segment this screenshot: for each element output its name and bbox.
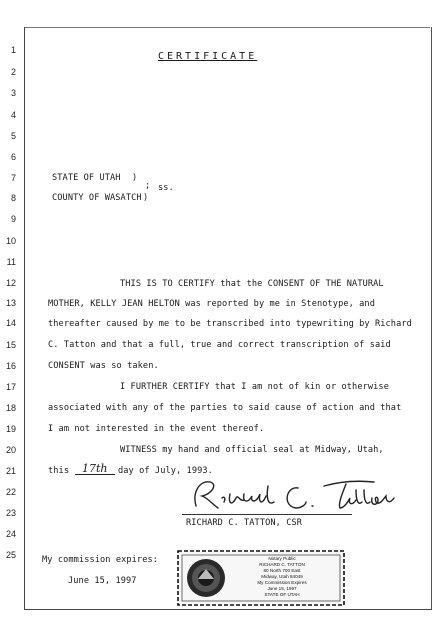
venue-county: COUNTY OF WASATCH — [52, 193, 142, 203]
line-number: 18 — [5, 403, 16, 413]
body-line: WITNESS my hand and official seal at Midway, Utah, — [120, 445, 384, 455]
line-number: 6 — [10, 152, 16, 162]
line-number: 11 — [6, 257, 16, 267]
venue-paren: ) — [132, 173, 138, 183]
line-number: 5 — [10, 131, 16, 141]
line-number: 10 — [5, 236, 16, 246]
line-number: 25 — [5, 550, 16, 560]
line-number: 7 — [10, 173, 16, 183]
line-number: 22 — [5, 487, 16, 497]
line-number: 14 — [5, 318, 16, 328]
seal-text: June 15, 1997 — [267, 586, 297, 591]
seal-text: Midway, Utah 84049 — [261, 574, 303, 579]
venue-paren: ) — [143, 193, 149, 203]
venue-semicolon: ; — [145, 181, 151, 191]
body-line: I am not interested in the event thereof. — [48, 424, 265, 434]
notary-seal-stamp — [176, 549, 346, 607]
seal-text: RICHARD C. TATTON — [259, 562, 305, 567]
line-number: 19 — [5, 424, 16, 434]
line-number: 3 — [10, 88, 16, 98]
body-line: MOTHER, KELLY JEAN HELTON was reported by me in Stenotype, and — [48, 299, 375, 309]
seal-text: STATE OF UTAH — [264, 592, 300, 597]
line-number: 23 — [5, 508, 16, 518]
date-suffix: day of July, 1993. — [118, 466, 213, 476]
venue-state: STATE OF UTAH — [52, 173, 121, 183]
body-line: thereafter caused by me to be transcribed into typewriting by Richard — [48, 319, 412, 329]
line-number: 24 — [5, 529, 16, 539]
signer-name: RICHARD C. TATTON, CSR — [186, 518, 303, 528]
body-line: I FURTHER CERTIFY that I am not of kin or otherwise — [120, 382, 389, 392]
venue-ss: ss. — [158, 183, 174, 193]
line-number: 4 — [10, 110, 16, 120]
date-prefix: this — [48, 466, 70, 476]
document-title: CERTIFICATE — [158, 51, 258, 62]
line-number: 8 — [10, 193, 16, 203]
line-number: 17 — [5, 382, 16, 392]
body-line: associated with any of the parties to said cause of action and that — [48, 403, 402, 413]
line-number: 1 — [10, 45, 16, 55]
commission-date: June 15, 1997 — [68, 576, 137, 586]
seal-text: 80 North 700 East — [263, 568, 301, 573]
body-line: CONSENT was so taken. — [48, 361, 159, 371]
line-number: 9 — [10, 214, 16, 224]
line-number: 13 — [5, 298, 16, 308]
seal-text: My Commission Expires — [257, 580, 307, 585]
body-line: C. Tatton and that a full, true and correct transcription of said — [48, 340, 391, 350]
line-number: 16 — [5, 361, 16, 371]
day-value: 17th — [82, 462, 108, 475]
line-number: 12 — [5, 278, 16, 288]
line-number: 20 — [5, 445, 16, 455]
seal-text: Notary Public — [268, 556, 296, 561]
line-number: 2 — [10, 67, 16, 77]
body-line: THIS IS TO CERTIFY that the CONSENT OF THE NATURAL — [120, 279, 384, 289]
line-number: 21 — [5, 466, 16, 476]
signature-line — [182, 514, 352, 515]
commission-label: My commission expires: — [42, 555, 159, 565]
line-number: 15 — [5, 340, 16, 350]
